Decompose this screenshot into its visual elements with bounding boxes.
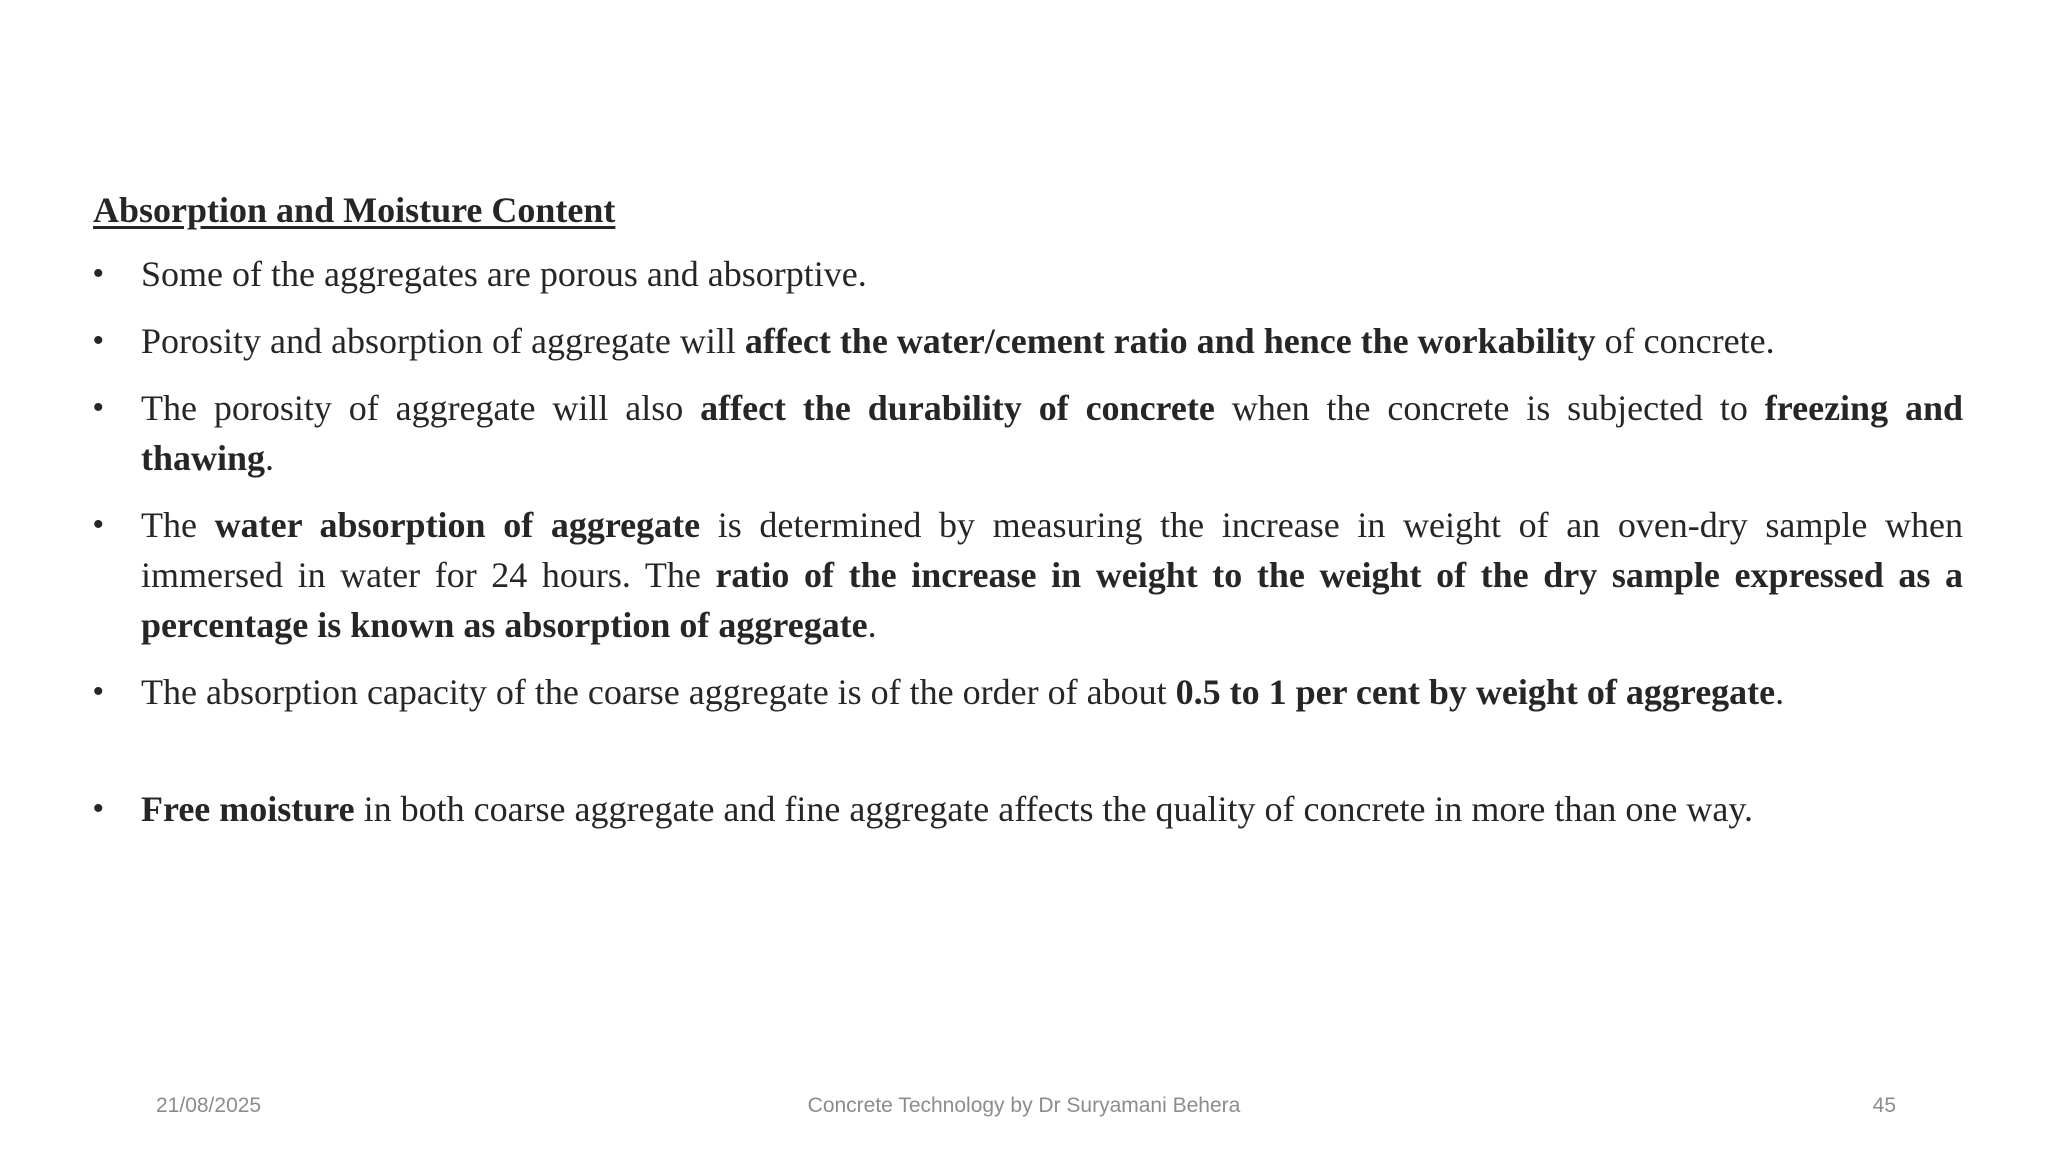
bullet-item [93, 784, 1963, 834]
bullet-text: in both coarse aggregate and fine aggregate affects the quality of concrete in more than one way. [354, 789, 1753, 829]
bullet-item [93, 667, 1963, 717]
bullet-bold-text: water absorption of aggregate [214, 505, 701, 545]
bullet-text: . [867, 605, 877, 645]
bullet-bold-text: Free moisture [141, 789, 355, 829]
footer-title: Concrete Technology by Dr Suryamani Behera [807, 1094, 1241, 1117]
bullet-dot-icon: • [93, 675, 104, 708]
bullet-dot-icon: • [93, 257, 104, 290]
bullet-bold-text: affect the water/cement ratio and hence the workability [744, 321, 1596, 361]
bullet-dot-icon: • [93, 324, 104, 357]
bullet-text: of concrete. [1595, 321, 1775, 361]
bullet-item [93, 249, 1963, 299]
bullet-bold-text: 0.5 to 1 per cent by weight of aggregate [1175, 672, 1776, 712]
bullet-text: . [1775, 672, 1785, 712]
bullet-item [93, 316, 1963, 366]
bullet-item [93, 500, 1963, 650]
footer-page-number: 45 [1872, 1094, 1896, 1117]
bullet-list [93, 249, 1963, 834]
slide-content [93, 187, 1963, 851]
bullet-text: . [265, 438, 275, 478]
bullet-dot-icon: • [93, 508, 104, 541]
bullet-text: when the concrete is subjected to [1214, 388, 1765, 428]
footer-date: 21/08/2025 [156, 1094, 262, 1117]
bullet-text: The [141, 505, 215, 545]
bullet-bold-text: ratio of the increase in weight to the weight of the dry sample expressed as a percentage is known as absorption of aggregate [141, 555, 1964, 645]
bullet-text: Porosity and absorption of aggregate will [141, 321, 745, 361]
bullet-dot-icon: • [93, 391, 104, 424]
bullet-text: The porosity of aggregate will also [141, 388, 701, 428]
bullet-text: Some of the aggregates are porous and absorptive. [141, 254, 867, 294]
bullet-item [93, 383, 1963, 483]
bullet-text: is determined by measuring the increase in weight of an oven-dry sample when immersed in water for 24 hours. The [141, 505, 1963, 595]
bullet-text: The absorption capacity of the coarse aggregate is of the order of about [141, 672, 1176, 712]
bullet-bold-text: freezing and thawing [141, 388, 1963, 478]
bullet-bold-text: affect the durability of concrete [700, 388, 1215, 428]
bullet-dot-icon: • [93, 792, 104, 825]
slide-heading: Absorption and Moisture Content [93, 190, 616, 230]
